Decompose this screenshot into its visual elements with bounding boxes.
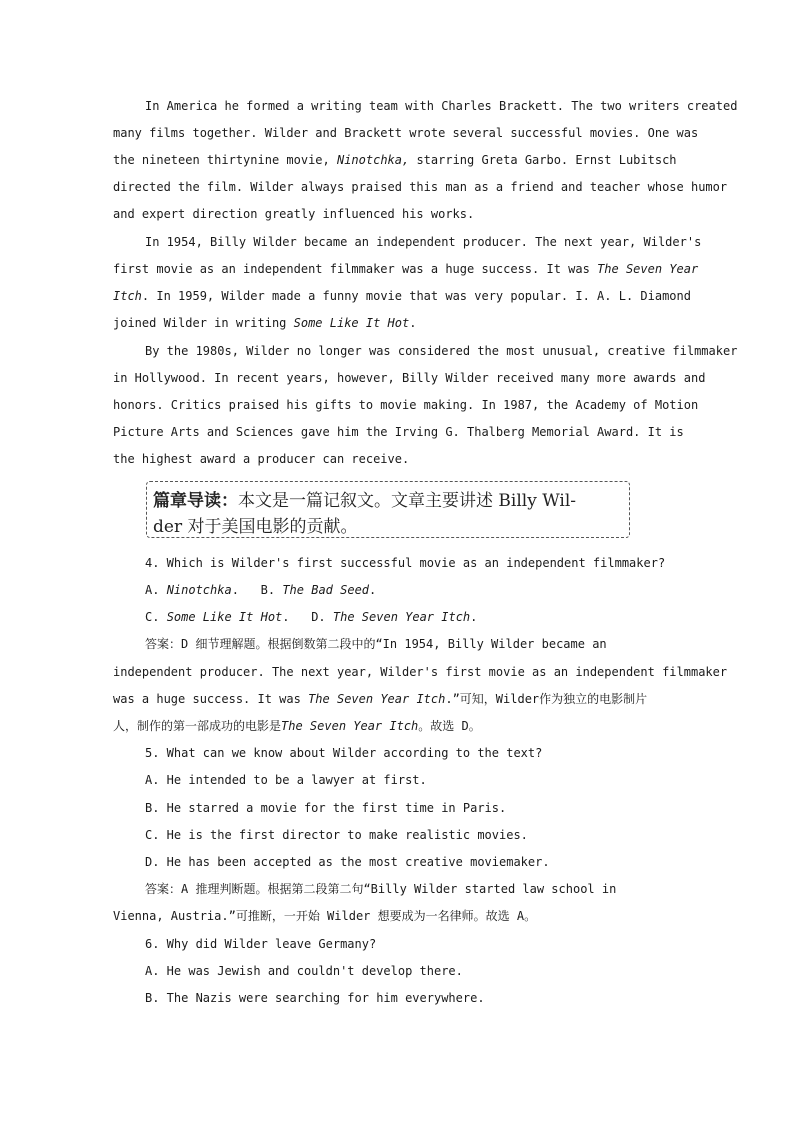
guide-line-1: 篇章导读：本文是一篇记叙文。文章主要讲述 Billy Wil- — [153, 491, 577, 511]
q5-answer-line-2: Vienna, Austria.”可推断，一开始 Wilder 想要成为一名律师。故选 A。 — [113, 909, 537, 923]
p1-line-3: the nineteen thirtynine movie, Ninotchka, starring Greta Garbo. Ernst Lubitsch — [113, 153, 677, 167]
q4-answer-line-4: 人，制作的第一部成功的电影是The Seven Year Itch。故选 D。 — [113, 719, 481, 733]
p2-line-4: joined Wilder in writing Some Like It Hot. — [113, 316, 417, 330]
q5-option-d: D. He has been accepted as the most creative moviemaker. — [145, 855, 550, 869]
q5-question: 5. What can we know about Wilder according to the text? — [145, 746, 543, 760]
p1-line-1: In America he formed a writing team with Charles Brackett. The two writers created — [145, 99, 738, 113]
q4-options-ab: A. Ninotchka. B. The Bad Seed. — [145, 583, 377, 597]
q5-option-b: B. He starred a movie for the first time in Paris. — [145, 801, 507, 815]
p3-line-5: the highest award a producer can receive. — [113, 452, 410, 466]
p1-line-4: directed the film. Wilder always praised this man as a friend and teacher whose humor — [113, 180, 728, 194]
guide-heading: 篇章导读： — [153, 491, 238, 511]
q5-option-c: C. He is the first director to make realistic movies. — [145, 828, 528, 842]
q4-answer-line-1: 答案：D 细节理解题。根据倒数第二段中的“In 1954, Billy Wilder became an — [145, 637, 607, 651]
p1-line-2: many films together. Wilder and Brackett wrote several successful movies. One was — [113, 126, 699, 140]
guide-line-2: der 对于美国电影的贡献。 — [153, 517, 358, 537]
p2-line-2: first movie as an independent filmmaker was a huge success. It was The Seven Year — [113, 262, 699, 276]
q4-options-cd: C. Some Like It Hot. D. The Seven Year Itch. — [145, 610, 478, 624]
p3-line-2: in Hollywood. In recent years, however, Billy Wilder received many more awards and — [113, 371, 706, 385]
q4-question: 4. Which is Wilder's first successful movie as an independent filmmaker? — [145, 556, 666, 570]
q6-option-a: A. He was Jewish and couldn't develop there. — [145, 964, 463, 978]
q5-option-a: A. He intended to be a lawyer at first. — [145, 773, 427, 787]
p3-line-1: By the 1980s, Wilder no longer was considered the most unusual, creative filmmaker — [145, 344, 738, 358]
p2-line-3: Itch. In 1959, Wilder made a funny movie that was very popular. I. A. L. Diamond — [113, 289, 691, 303]
p2-line-1: In 1954, Billy Wilder became an independent producer. The next year, Wilder's — [145, 235, 702, 249]
p3-line-4: Picture Arts and Sciences gave him the Irving G. Thalberg Memorial Award. It is — [113, 425, 684, 439]
q5-answer-line-1: 答案：A 推理判断题。根据第二段第二句“Billy Wilder started law school in — [145, 882, 617, 896]
p1-line-5: and expert direction greatly influenced his works. — [113, 207, 475, 221]
q4-answer-line-3: was a huge success. It was The Seven Year Itch.”可知，Wilder作为独立的电影制片 — [113, 692, 648, 706]
q6-option-b: B. The Nazis were searching for him everywhere. — [145, 991, 485, 1005]
p3-line-3: honors. Critics praised his gifts to movie making. In 1987, the Academy of Motion — [113, 398, 699, 412]
q6-question: 6. Why did Wilder leave Germany? — [145, 937, 377, 951]
q4-answer-line-2: independent producer. The next year, Wilder's first movie as an independent filmmaker — [113, 665, 728, 679]
chapter-guide-box — [146, 481, 630, 538]
